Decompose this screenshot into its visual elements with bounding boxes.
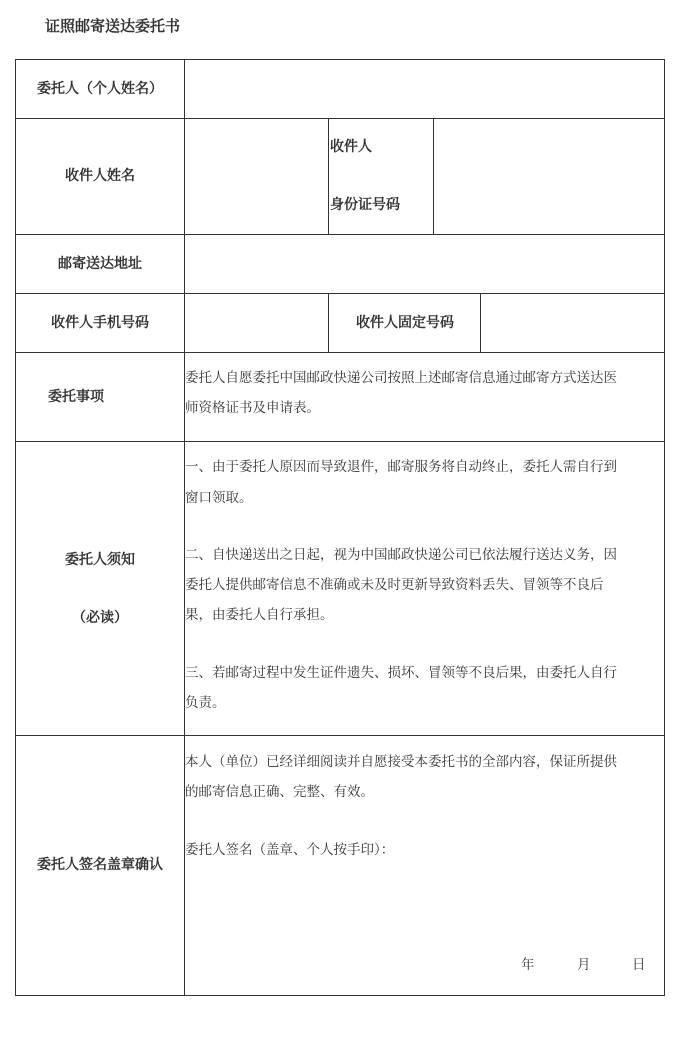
notice-3-line1: 三、若邮寄过程中发生证件遗失、损坏、冒领等不良后果，由委托人自行 <box>185 665 617 681</box>
row-divider <box>16 118 664 119</box>
recipient-id-field[interactable] <box>435 120 664 234</box>
notice-1-line2: 窗口领取。 <box>185 490 253 506</box>
page-title: 证照邮寄送达委托书 <box>45 17 181 35</box>
recipient-id-label-line1: 收件人 <box>330 139 372 155</box>
client-name-field[interactable] <box>186 60 664 117</box>
column-divider <box>433 118 434 235</box>
recipient-name-label: 收件人姓名 <box>65 168 135 184</box>
notice-sub-label: （必读） <box>72 610 128 626</box>
matter-text-line1: 委托人自愿委托中国邮政快递公司按照上述邮寄信息通过邮寄方式送达医 <box>185 370 617 386</box>
column-divider <box>328 293 329 353</box>
address-field[interactable] <box>186 236 664 293</box>
matter-label: 委托事项 <box>48 389 104 405</box>
notice-2-line3: 果，由委托人自行承担。 <box>185 607 334 623</box>
client-name-label: 委托人（个人姓名） <box>37 81 163 97</box>
column-divider <box>328 118 329 235</box>
mobile-field[interactable] <box>186 295 327 352</box>
notice-1-line1: 一、由于委托人原因而导致退件，邮寄服务将自动终止，委托人需自行到 <box>185 459 617 475</box>
date-day: 日 <box>632 957 646 973</box>
notice-label: 委托人须知 <box>65 552 135 568</box>
confirm-text-line1: 本人（单位）已经详细阅读并自愿接受本委托书的全部内容，保证所提供 <box>185 754 617 770</box>
row-divider <box>16 234 664 235</box>
row-divider <box>16 735 664 736</box>
matter-text-line2: 师资格证书及申请表。 <box>185 400 320 416</box>
recipient-id-label-line2: 身份证号码 <box>330 197 400 213</box>
notice-3-line2: 负责。 <box>185 695 226 711</box>
landline-label: 收件人固定号码 <box>356 315 454 331</box>
row-divider <box>16 293 664 294</box>
confirm-label: 委托人签名盖章确认 <box>37 857 163 873</box>
column-divider <box>480 293 481 353</box>
mobile-label: 收件人手机号码 <box>51 315 149 331</box>
signature-area[interactable] <box>186 870 664 950</box>
confirm-text-line2: 的邮寄信息正确、完整、有效。 <box>185 784 374 800</box>
landline-field[interactable] <box>482 295 664 352</box>
signature-label: 委托人签名（盖章、个人按手印）： <box>185 842 395 858</box>
recipient-name-field[interactable] <box>186 120 327 234</box>
consent-form-table <box>15 59 665 996</box>
address-label: 邮寄送达地址 <box>58 256 142 272</box>
row-divider <box>16 352 664 353</box>
date-year: 年 <box>521 957 535 973</box>
date-month: 月 <box>577 957 591 973</box>
notice-2-line2: 委托人提供邮寄信息不准确或未及时更新导致资料丢失、冒领等不良后 <box>185 577 604 593</box>
row-divider <box>16 441 664 442</box>
notice-2-line1: 二、自快递送出之日起，视为中国邮政快递公司已依法履行送达义务，因 <box>185 547 617 563</box>
